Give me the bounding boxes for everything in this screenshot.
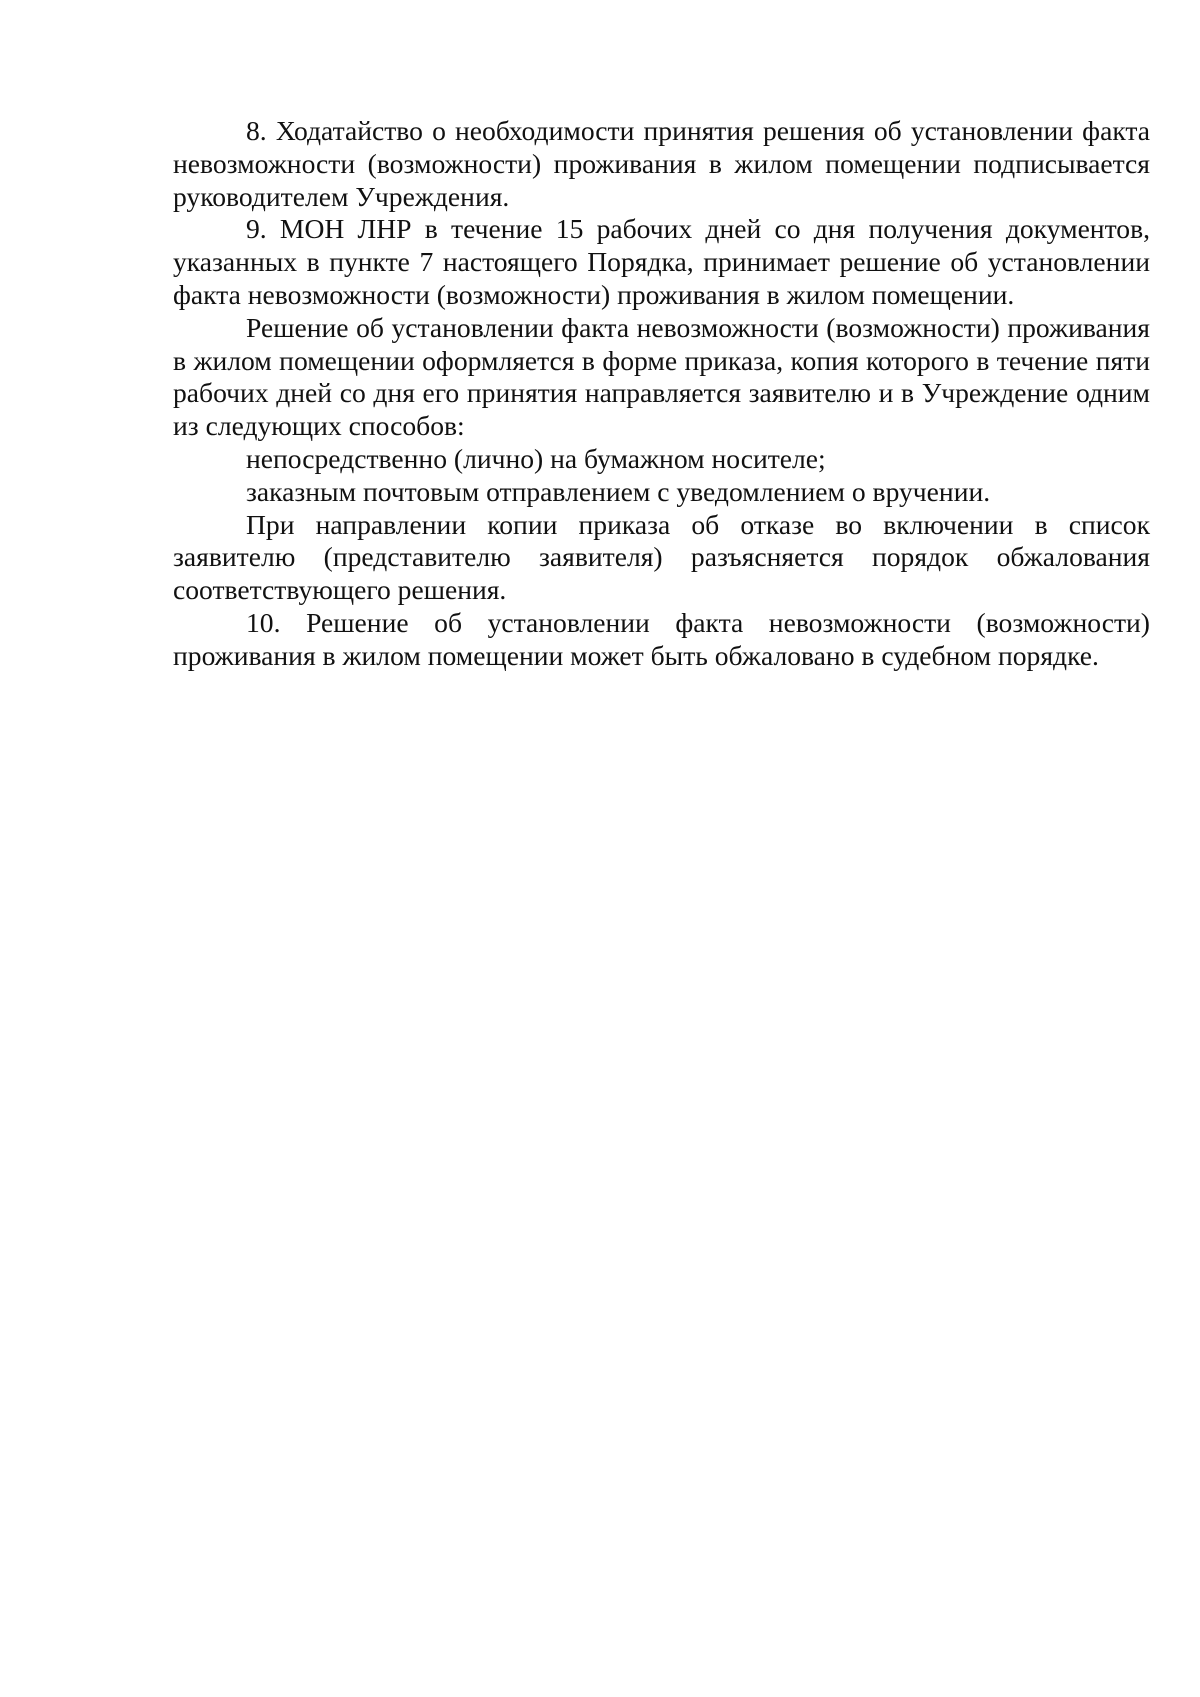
delivery-method-in-person: непосредственно (лично) на бумажном носителе; [246, 442, 826, 474]
paragraph-8-petition-signing: 8. Ходатайство о необходимости принятия решения об установлении факта невозможности (возможности) проживания в жилом помещении подписывается руководителем Учреждения. [173, 115, 1150, 212]
paragraph-appeal-explanation: При направлении копии приказа об отказе во включении в список заявителю (представителю заявителя) разъясняется порядок обжалования соответствующего решения. [173, 508, 1150, 606]
document-body [173, 115, 1150, 673]
paragraph-9-decision-deadline: 9. МОН ЛНР в течение 15 рабочих дней со дня получения документов, указанных в пункте 7 настоящего Порядка, принимает решение об установлении факта невозможности (возможности) проживания в жилом помещении. [173, 213, 1150, 310]
paragraph-10-judicial-appeal: 10. Решение об установлении факта невозможности (возможности) проживания в жилом помещении может быть обжаловано в судебном порядке. [173, 606, 1150, 671]
paragraph-decision-order-delivery: Решение об установлении факта невозможности (возможности) проживания в жилом помещении оформляется в форме приказа, копия которого в течение пяти рабочих дней со дня его принятия направляется заявителю и в Учреждение одним из следующих способов: [173, 311, 1150, 442]
delivery-method-registered-mail: заказным почтовым отправлением с уведомлением о вручении. [246, 475, 991, 507]
